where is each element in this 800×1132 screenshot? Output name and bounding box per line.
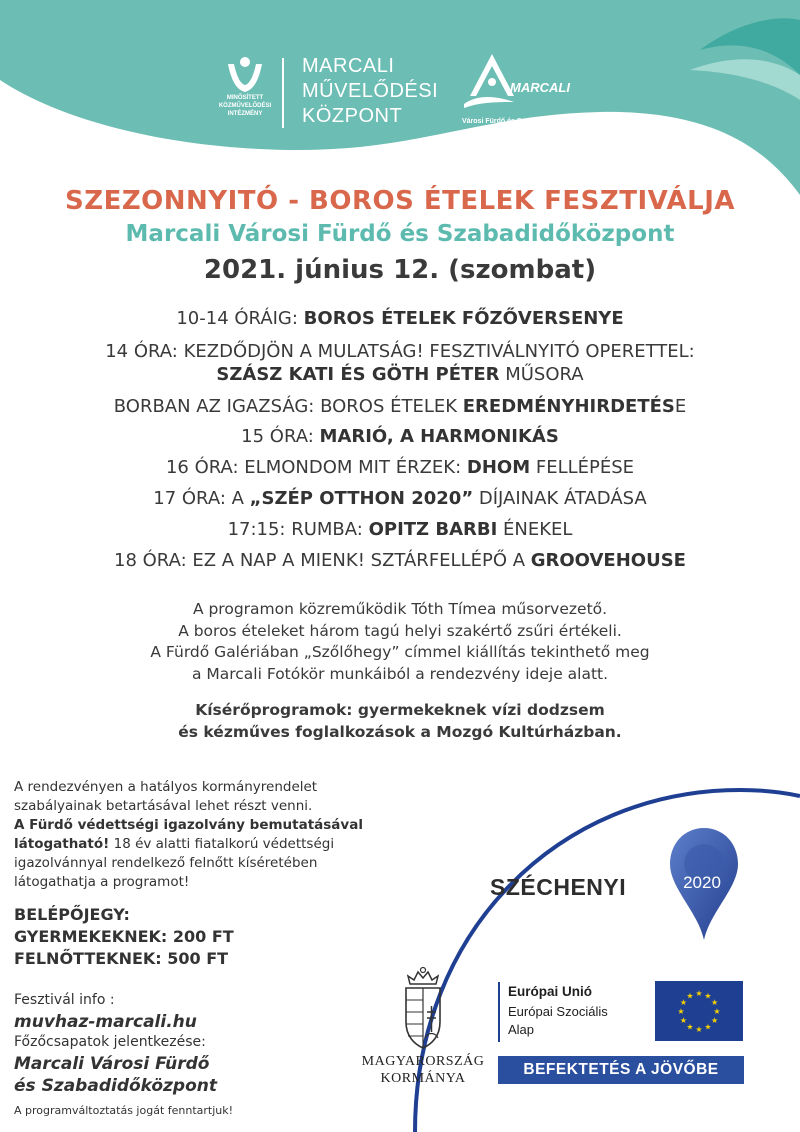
schedule-line: 16 ÓRA: ELMONDOM MIT ÉRZEK: DHOM FELLÉPÉSE <box>165 457 635 478</box>
coat-of-arms-icon <box>398 966 448 1052</box>
eu-star: ★ <box>686 991 694 1001</box>
eu-star: ★ <box>713 1007 721 1016</box>
eu-star: ★ <box>679 998 687 1007</box>
schedule-line: 17 ÓRA: A „SZÉP OTTHON 2020” DÍJAINAK ÁTADÁSA <box>153 488 647 509</box>
schedule-line: BORBAN AZ IGAZSÁG: BOROS ÉTELEK EREDMÉNYHIRDETÉSE <box>113 396 687 417</box>
side-programs: Kísérőprogramok: gyermekeknek vízi dodzsem és kézműves foglalkozások a Mozgó Kultúrházban. <box>178 701 622 741</box>
schedule-line: 18 ÓRA: EZ A NAP A MIENK! SZTÁRFELLÉPŐ A GROOVEHOUSE <box>114 550 686 571</box>
eu-star: ★ <box>679 1016 687 1025</box>
cook-signup-label: Főzőcsapatok jelentkezése: <box>14 1034 206 1050</box>
eu-star: ★ <box>695 989 703 998</box>
cook-signup-org: és Szabadidőközpont <box>14 1076 218 1096</box>
eu-label: Európai Unió <box>508 984 592 999</box>
organizer-name: MARCALI MŰVELŐDÉSI KÖZPONT <box>302 55 439 127</box>
government-name: KORMÁNYA <box>380 1071 466 1086</box>
schedule-line: 14 ÓRA: KEZDŐDJÖN A MULATSÁG! FESZTIVÁLNYITÓ OPERETTEL: <box>105 341 695 362</box>
description: A programon közreműködik Tóth Tímea műsorvezető. A boros ételeket három tagú helyi szakértő zsűri értékeli. A Fürdő Galériában „Szőlőhegy” címmel kiállítás tekinthető meg a Marcali Fotókör munkáiból a rendezvény ideje alatt. <box>150 600 650 683</box>
eu-star: ★ <box>704 1022 712 1032</box>
schedule-line: 15 ÓRA: MARIÓ, A HARMONIKÁS <box>241 426 559 447</box>
info-website-link[interactable]: muvhaz-marcali.hu <box>14 1012 197 1032</box>
event-date: 2021. június 12. (szombat) <box>203 255 597 285</box>
eu-star: ★ <box>711 998 719 1007</box>
eu-star: ★ <box>695 1025 703 1034</box>
szechenyi-label: SZÉCHENYI <box>490 874 627 900</box>
venue-title: Marcali Városi Fürdő és Szabadidőközpont <box>125 221 675 247</box>
quality-institution-text: MINŐSÍTETT KÖZMŰVELŐDÉSI INTÉZMÉNY <box>218 95 272 117</box>
eu-flag-icon <box>655 981 743 1041</box>
invest-banner: BEFEKTETÉS A JÖVŐBE <box>498 1056 744 1084</box>
schedule-line: 17:15: RUMBA: OPITZ BARBI ÉNEKEL <box>227 519 573 540</box>
eu-star: ★ <box>711 1016 719 1025</box>
eu-fund-label: Európai Szociális <box>508 1004 608 1019</box>
bath-logo-subtitle: Városi Fürdő és Szabadidőközpont <box>462 118 579 125</box>
eu-divider <box>498 982 500 1042</box>
szechenyi-year: 2020 <box>683 873 721 892</box>
schedule-line: SZÁSZ KATI ÉS GÖTH PÉTER MŰSORA <box>216 364 584 385</box>
cook-signup-org: Marcali Városi Fürdő <box>14 1054 210 1074</box>
schedule-line: 10-14 ÓRÁIG: BOROS ÉTELEK FŐZŐVERSENYE <box>176 308 624 329</box>
event-title: SZEZONNYITÓ - BOROS ÉTELEK FESZTIVÁLJA <box>64 186 735 216</box>
bath-logo-name: MARCALI <box>510 80 570 95</box>
eu-star: ★ <box>677 1007 685 1016</box>
government-name: MAGYARORSZÁG <box>361 1054 485 1069</box>
info-label: Fesztivál info : <box>14 992 115 1008</box>
eu-star: ★ <box>686 1022 694 1032</box>
disclaimer: A programváltoztatás jogát fenntartjuk! <box>14 1104 234 1117</box>
eu-star: ★ <box>704 991 712 1001</box>
entry-rules: A rendezvényen a hatályos kormányrendelet szabályainak betartásával lehet részt venni. A Fürdő védettségi igazolvány bemutatásával látogatható! 18 év alatti fiatalkorú védettségi igazolvánnyal rendelkező felnőtt kíséretében látogathatja a programot! <box>14 779 363 890</box>
eu-fund-label: Alap <box>508 1022 535 1037</box>
ticket-prices: BELÉPŐJEGY: GYERMEKEKNEK: 200 FT FELNŐTTEKNEK: 500 FT <box>14 905 234 968</box>
